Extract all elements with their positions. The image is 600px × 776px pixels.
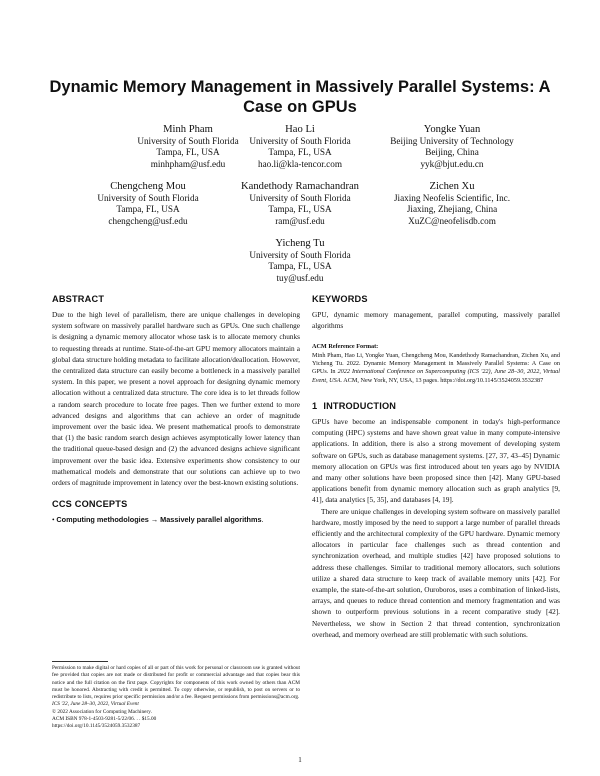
footnote-rule: [52, 661, 108, 662]
author-name: Yicheng Tu: [275, 238, 325, 249]
author-block: [362, 123, 542, 170]
author-affiliation: University of South Florida: [97, 193, 199, 203]
ccs-item: Computing methodologies → Massively parallel algorithms: [56, 515, 262, 525]
acm-reference: [312, 343, 560, 384]
author-email: minhpham@usf.edu: [150, 158, 226, 169]
ccs-concepts: [52, 514, 300, 525]
page-number: 1: [298, 756, 302, 764]
venue-line: ICS '22, June 28–30, 2022, Virtual Event: [52, 701, 139, 708]
author-name: Chengcheng Mou: [110, 181, 186, 192]
author-location: Beijing, China: [425, 147, 479, 158]
author-email: yyk@bjut.edu.cn: [420, 158, 484, 169]
acm-reference-authors: Minh Pham, Hao Li, Yongke Yuan, Chengcheng Mou, Kandethody Ramachandran, Zichen Xu, and Yicheng Tu. 2022. Dynamic Memory Management in Massively Parallel Systems: A Case on GPUs. In: [312, 351, 560, 376]
author-affiliation: University of South Florida: [249, 193, 351, 203]
author-name: Yongke Yuan: [423, 124, 481, 135]
doi-line: https://doi.org/10.1145/3524059.3532387: [52, 723, 141, 730]
author-location: Tampa, FL, USA: [116, 204, 180, 215]
intro-heading: [312, 400, 560, 412]
author-location: Tampa, FL, USA: [268, 204, 332, 215]
keywords-heading: KEYWORDS: [312, 294, 368, 304]
author-affiliation: Beijing University of Technology: [390, 136, 514, 146]
author-location: Jiaxing, Zhejiang, China: [406, 204, 498, 215]
author-affiliation: University of South Florida: [137, 136, 239, 146]
author-email: chengcheng@usf.edu: [108, 215, 188, 226]
author-block: [362, 180, 542, 227]
right-column: [312, 293, 560, 640]
ccs-trail: .: [261, 515, 264, 525]
author-name: Minh Pham: [163, 124, 213, 135]
author-location: Tampa, FL, USA: [268, 261, 332, 272]
abstract-heading: ABSTRACT: [52, 294, 105, 304]
author-name: Zichen Xu: [429, 181, 475, 192]
author-location: Tampa, FL, USA: [156, 147, 220, 158]
ccs-bullet: •: [52, 515, 55, 525]
author-location: Tampa, FL, USA: [268, 147, 332, 158]
author-affiliation: University of South Florida: [249, 250, 351, 260]
intro-paragraph-2: There are unique challenges in developing system software on massively parallel hardware, mostly imposed by the need to support a large number of parallel threads efficiently and the architectural complexity of the GPU hardware. Dynamic memory allocators in particular face challenges such as thread contention and synchronization overhead, and multiple studies [42] have proposed solutions to address these challenges. Similar to traditional memory allocators, such solutions utilize a shared data structure to keep track of available memory units [42]. For example, the state-of-the-art solution, Ouroboros, uses a combination of linked-lists, arrays, and queues to reduce thread contention and memory fragmentation and was shown to outperform previous solutions in a recent comparative study [42]. Nevertheless, we show in Section 2 that thread contention, synchronization overhead, and memory overhead are still problematic with such solutions.: [312, 506, 560, 639]
abstract-text: Due to the high level of parallelism, there are unique challenges in developing system software on massively parallel hardware such as GPUs. One such challenge is designing a dynamic memory allocator whose task is to allocate memory chunks to requesting threads at runtime. State-of-the-art GPU memory allocators maintain a global data structure holding metadata to facilitate allocation/deallocation. However, the centralized data structure can easily become a bottleneck in a massively parallel system. In this paper, we present a novel approach for designing dynamic memory allocation without a centralized data structure. The core idea is to let threads follow a random search procedure to locate free pages. Then we further extend to more advanced designs and algorithms that can achieve an order of magnitude improvement over the basic idea. We present mathematical proofs to demonstrate that (1) the basic random search design achieves asymptotically lower latency than the traditional queue-based design and (2) the advanced designs achieve significant improvement over the basic idea. Extensive experiments show consistency to our mathematical models and demonstrate that our solutions can achieve up to two orders of magnitude improvement in latency over the best-known existing solutions.: [52, 310, 300, 488]
author-affiliation: University of South Florida: [249, 136, 351, 146]
author-email: tuy@usf.edu: [276, 272, 324, 283]
keywords-text: GPU, dynamic memory management, parallel computing, massively parallel algorithms: [312, 310, 560, 331]
left-column: [52, 293, 300, 525]
paper-title: Dynamic Memory Management in Massively Parallel Systems: A Case on GPUs: [49, 78, 551, 116]
section-title: INTRODUCTION: [323, 400, 397, 411]
isbn-line: ACM ISBN 978-1-4503-9281-5/22/06. . . $15.00: [52, 716, 157, 723]
author-email: hao.li@kla-tencor.com: [258, 158, 342, 169]
acm-reference-venue: 2022 International Conference on Supercomputing (ICS '22), June 28–30, 2022, Virtual Event, USA.: [312, 368, 560, 384]
acm-reference-tail: ACM, New York, NY, USA, 13 pages. https://doi.org/10.1145/3524059.3532387: [342, 376, 544, 384]
author-affiliation: Jiaxing Neofelis Scientific, Inc.: [393, 193, 511, 203]
author-name: Hao Li: [285, 124, 315, 135]
author-block: [210, 237, 390, 284]
copyright-line: © 2022 Association for Computing Machinery.: [52, 708, 152, 715]
acm-reference-heading: ACM Reference Format:: [312, 343, 379, 351]
author-name: Kandethody Ramachandran: [241, 181, 359, 192]
section-number: 1: [312, 400, 318, 411]
permission-text: Permission to make digital or hard copies of all or part of this work for personal or classroom use is granted without fee provided that copies are not made or distributed for profit or commercial advantage and that copies bear this notice and the full citation on the first page. Copyrights for components of this work owned by others than ACM must be honored. Abstracting with credit is permitted. To copy otherwise, or republish, to post on servers or to redistribute to lists, requires prior specific permission and/or a fee. Request permissions from permissions@acm.org.: [52, 665, 300, 701]
author-email: XuZC@neofelisdb.com: [408, 215, 496, 226]
intro-paragraph-1: GPUs have become an indispensable component in today's high-performance computing (HPC) systems and have shown great value in many compute-intensive applications. In addition, there is also a strong movement of developing system software on GPUs, such as database management systems. [27, 37, 43–45] Dynamic memory allocation on GPUs was first introduced about ten years ago by NVIDIA and many other solutions have been proposed since then [42]. Many GPU-based applications benefit from dynamic memory allocation such as graph analytics [9, 41], data analytics [5, 35], and databases [4, 19].: [312, 416, 560, 505]
author-email: ram@usf.edu: [275, 215, 325, 226]
acm-reference-text: [312, 352, 560, 385]
ccs-heading: CCS CONCEPTS: [52, 499, 128, 510]
permission-notice: [52, 665, 300, 731]
